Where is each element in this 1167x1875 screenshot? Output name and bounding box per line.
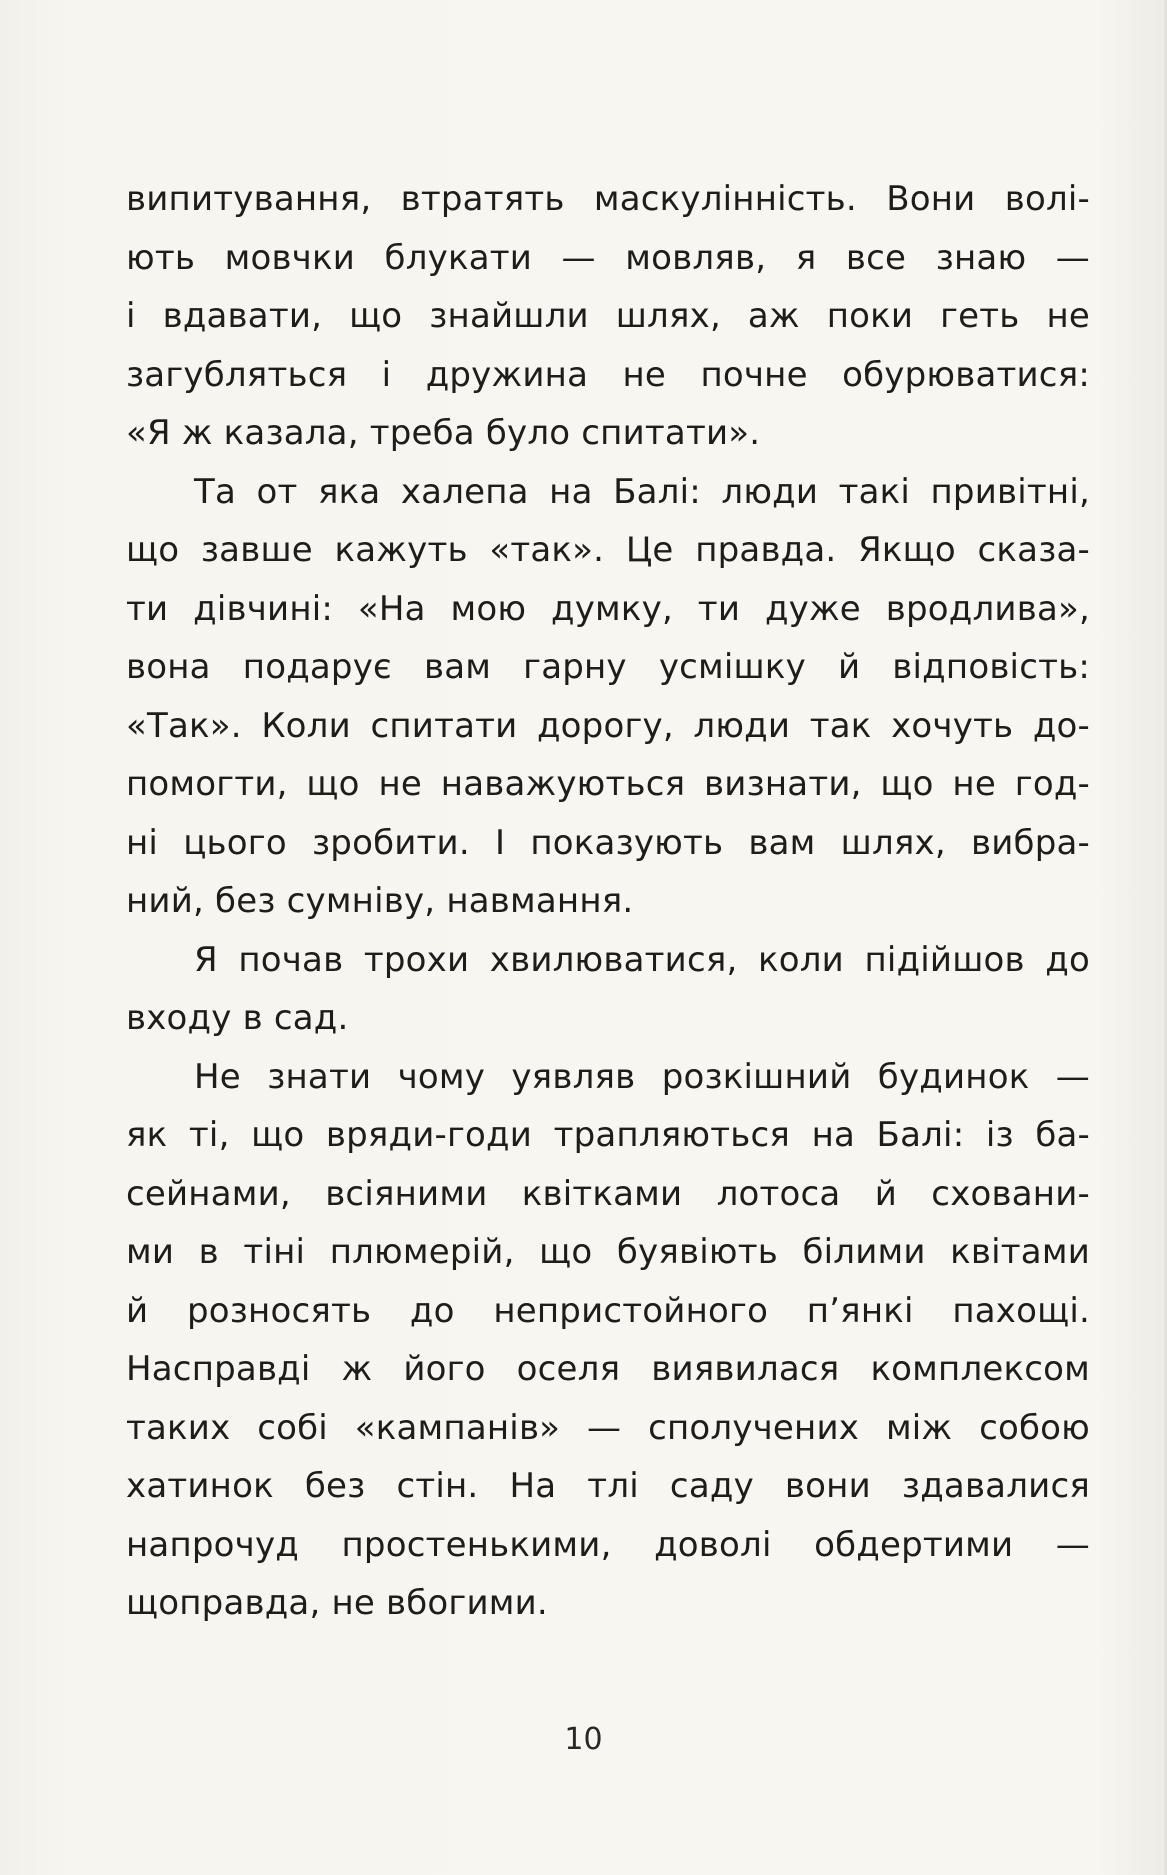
text-line: Не знати чому уявляв розкішний будинок — [194, 1056, 1090, 1097]
text-line: загубляться і дружина не почне обурюватися: [126, 354, 1090, 395]
page-number: 10 [564, 1722, 603, 1757]
text-line: як ті, що вряди-годи трапляються на Балі: із ба- [126, 1115, 1090, 1155]
text-line: ти дівчині: «На мою думку, ти дуже вродлива», [126, 588, 1090, 629]
text-line: ні цього зробити. І показують вам шлях, вибра- [126, 822, 1090, 863]
text-line: ми в тіні плюмерій, що буявіють білими квітами [126, 1232, 1090, 1272]
text-line: помогти, що не наважуються визнати, що не год- [126, 764, 1090, 804]
text-line: входу в сад. [126, 998, 349, 1038]
text-line: і вдавати, що знайшли шлях, аж поки геть не [126, 296, 1090, 336]
text-line: вона подарує вам гарну усмішку й відповість: [126, 647, 1090, 687]
text-line: хатинок без стін. На тлі саду вони здавалися [126, 1466, 1090, 1506]
text-line: «Я ж казала, треба було спитати». [126, 413, 761, 453]
text-line: Насправді ж його оселя виявилася комплексом [126, 1349, 1090, 1389]
text-line: Та от яка халепа на Балі: люди такі привітні, [194, 471, 1090, 512]
text-line: Я почав трохи хвилюватися, коли підійшов до [194, 939, 1090, 980]
text-line: сейнами, всіяними квітками лотоса й сховани- [126, 1173, 1090, 1214]
text-line: ний, без сумніву, навмання. [126, 881, 634, 921]
text-line: напрочуд простенькими, доволі обдертими — [126, 1524, 1090, 1565]
text-line: ють мовчки блукати — мовляв, я все знаю — [126, 237, 1090, 278]
text-line: «Так». Коли спитати дорогу, люди так хочуть до- [126, 705, 1090, 746]
body-text [126, 170, 1090, 1633]
text-line: випитування, втратять маскулінність. Вони волі- [126, 179, 1090, 219]
text-line: що завше кажуть «так». Це правда. Якщо сказа- [126, 530, 1090, 570]
page-edge-shadow [1163, 0, 1167, 1875]
text-line: й розносять до непристойного п’янкі пахощі. [126, 1290, 1090, 1331]
text-line: таких собі «кампанів» — сполучених між собою [126, 1407, 1090, 1448]
text-line: щоправда, не вбогими. [126, 1583, 548, 1623]
